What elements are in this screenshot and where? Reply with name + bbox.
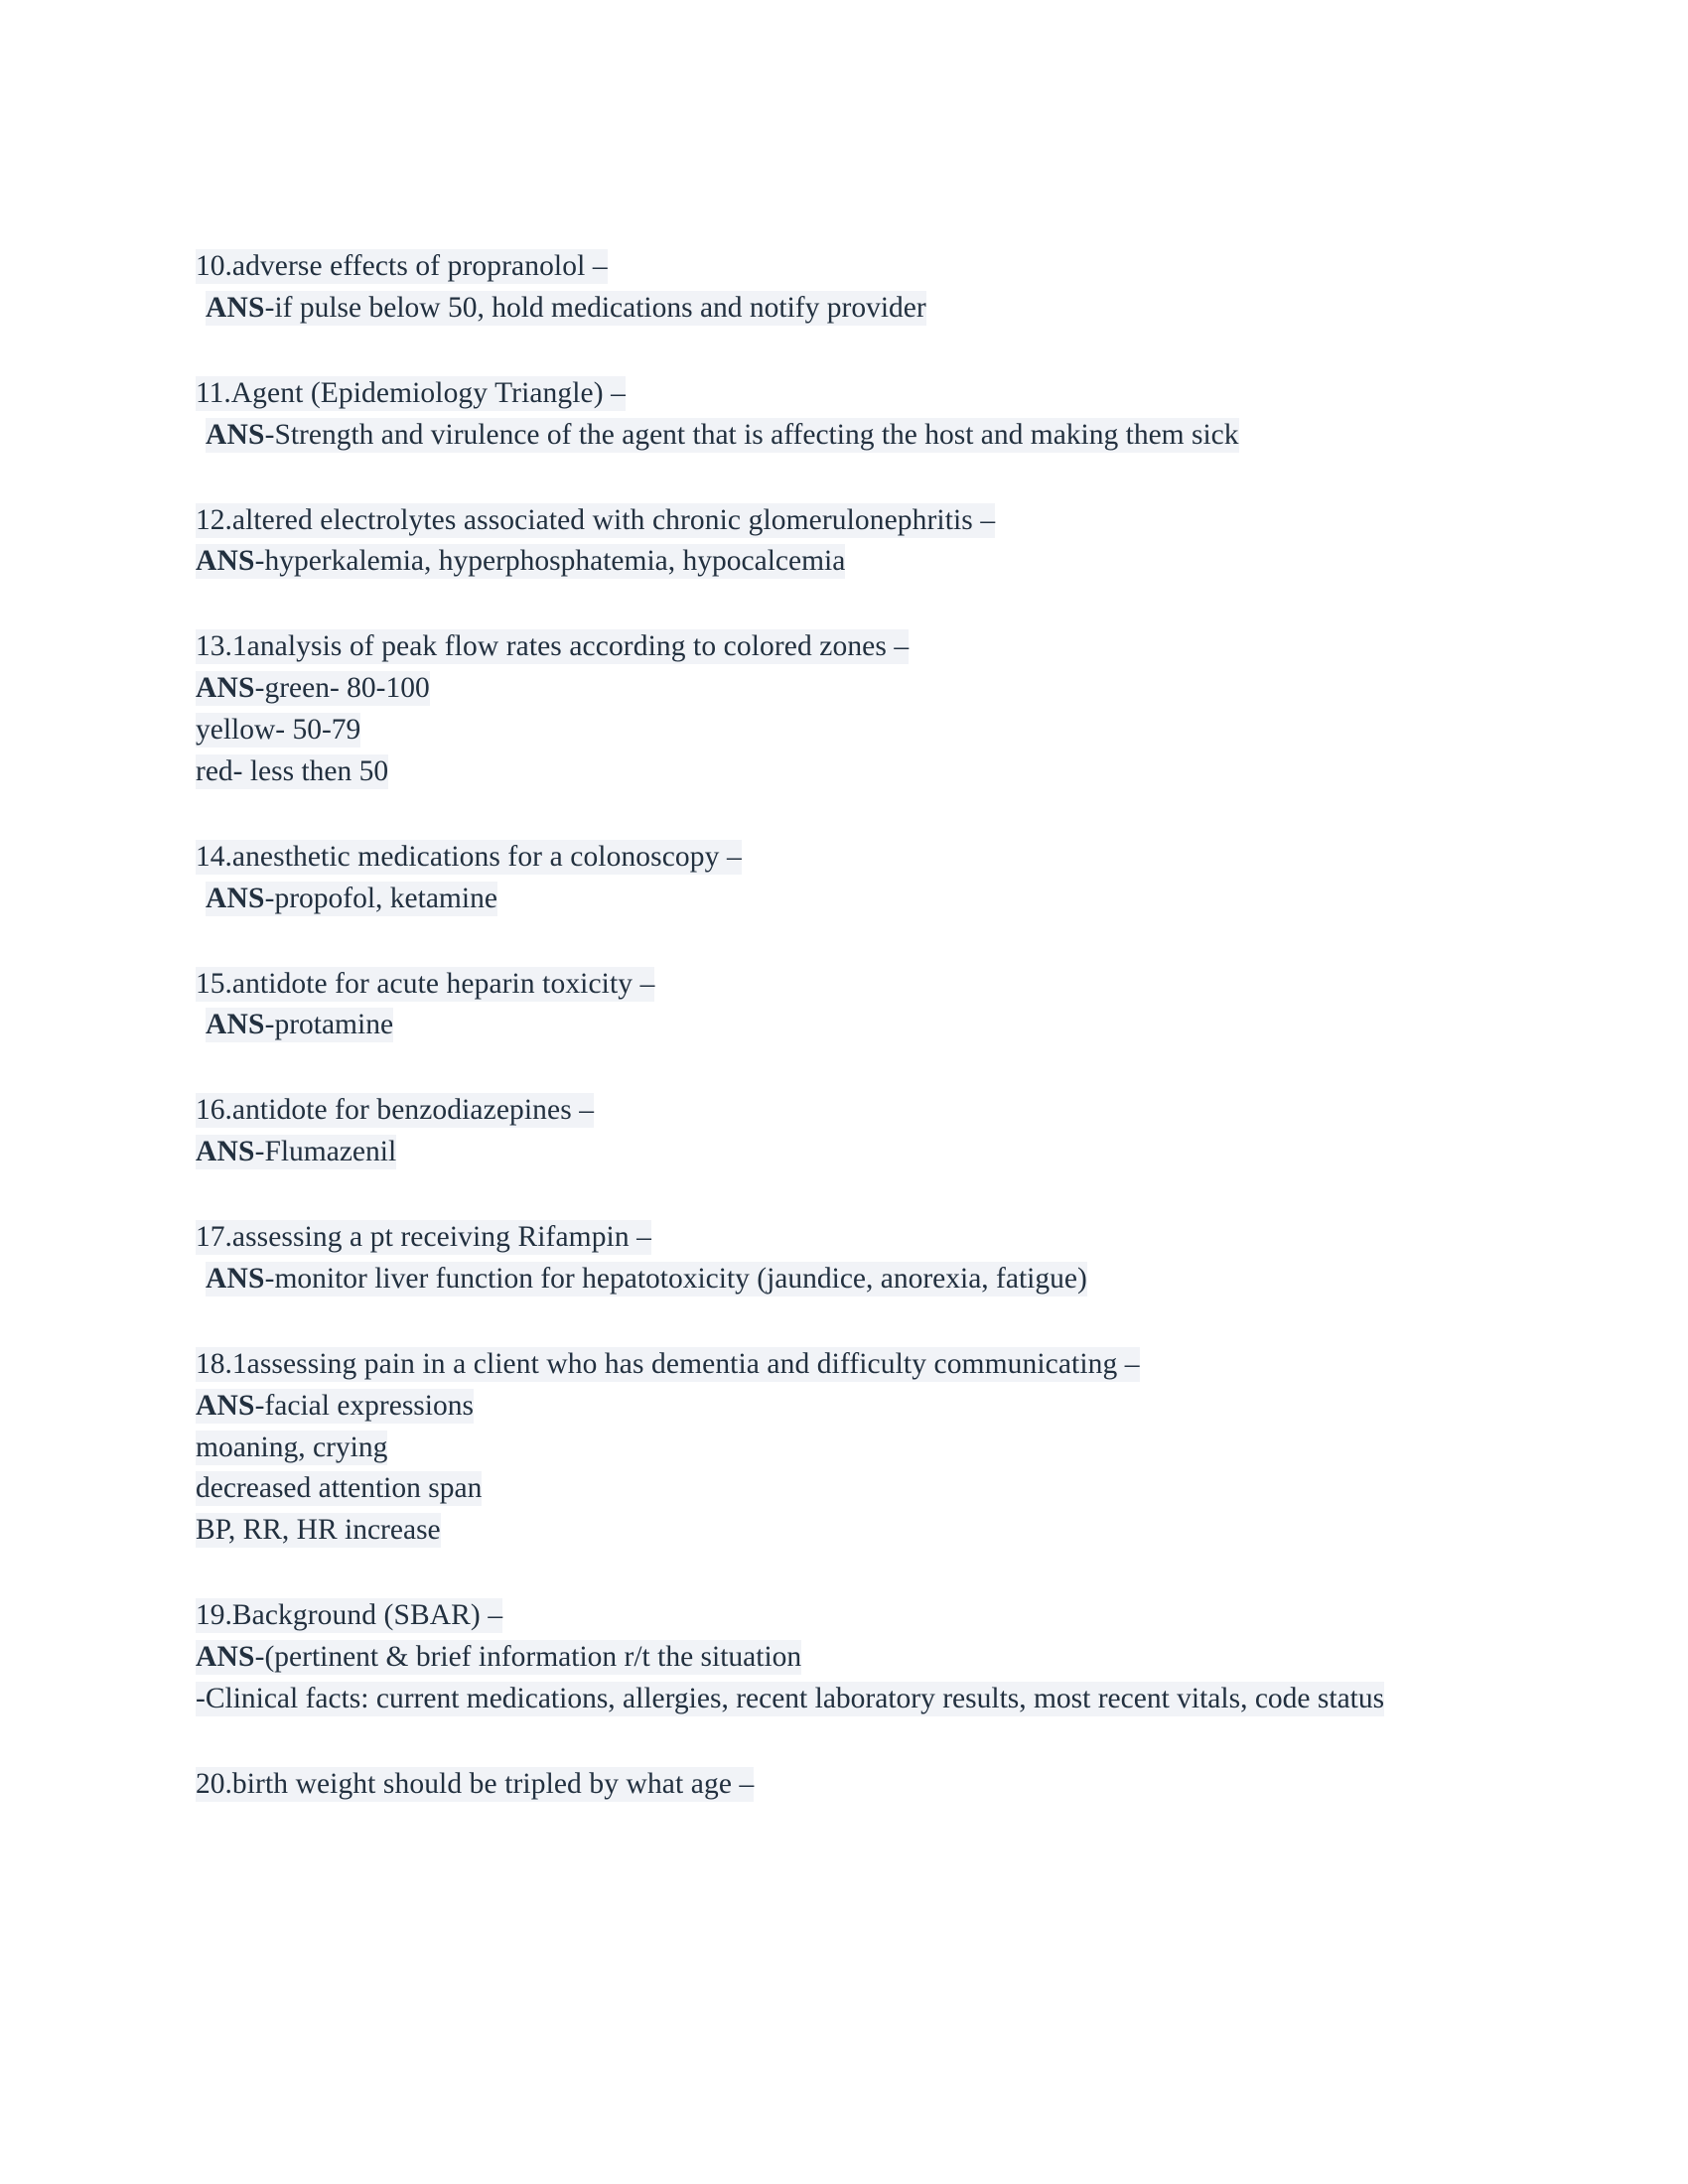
qa-block [196, 500, 1479, 584]
answer-label: ANS [196, 1136, 255, 1168]
answer-line [196, 668, 1479, 710]
answer-text: -green- 80-100 [254, 672, 430, 705]
answer-text: red- less then 50 [196, 754, 389, 787]
answer-line [196, 1259, 1479, 1300]
answer-line [196, 1132, 1479, 1173]
question-text: anesthetic medications for a colonoscopy – [231, 840, 742, 873]
question-line [196, 1595, 1479, 1637]
answer-text: -facial expressions [254, 1389, 474, 1422]
question-line [196, 626, 1479, 668]
qa-block [196, 1595, 1479, 1720]
question-number: 14. [196, 840, 232, 873]
document-body [196, 246, 1479, 1806]
question-line [196, 1090, 1479, 1132]
answer-line [196, 1468, 1479, 1510]
answer-text: -(pertinent & brief information r/t the situation [254, 1641, 802, 1673]
question-line [196, 837, 1479, 879]
answer-label: ANS [206, 418, 265, 451]
answer-text: -Flumazenil [254, 1136, 397, 1168]
question-line [196, 964, 1479, 1006]
question-line [196, 1764, 1479, 1806]
question-number: 20. [196, 1767, 232, 1800]
qa-block [196, 1344, 1479, 1552]
question-line [196, 1217, 1479, 1259]
question-text: assessing pain in a client who has dementia and difficulty communicating – [246, 1347, 1140, 1380]
question-number: 13.1 [196, 630, 247, 663]
qa-block [196, 626, 1479, 793]
answer-text: yellow- 50-79 [196, 714, 361, 746]
question-text: antidote for benzodiazepines – [231, 1094, 595, 1127]
question-number: 16. [196, 1094, 232, 1127]
qa-block [196, 246, 1479, 330]
question-text: altered electrolytes associated with chronic glomerulonephritis – [231, 503, 996, 536]
answer-label: ANS [206, 1009, 265, 1041]
answer-text: -monitor liver function for hepatotoxicity (jaundice, anorexia, fatigue) [264, 1262, 1087, 1295]
answer-label: ANS [196, 672, 255, 705]
question-line [196, 373, 1479, 415]
answer-text: -Clinical facts: current medications, allergies, recent laboratory results, most recent vitals, code status [196, 1682, 1385, 1714]
answer-label: ANS [206, 1262, 265, 1295]
question-line [196, 246, 1479, 288]
answer-line [196, 1510, 1479, 1552]
answer-text: BP, RR, HR increase [196, 1514, 441, 1547]
qa-block [196, 1090, 1479, 1173]
answer-line [196, 1679, 1479, 1720]
answer-text: decreased attention span [196, 1472, 483, 1505]
answer-label: ANS [196, 545, 255, 578]
qa-block [196, 1764, 1479, 1806]
answer-text: -Strength and virulence of the agent that is affecting the host and making them sick [264, 418, 1239, 451]
question-number: 17. [196, 1221, 232, 1253]
question-line [196, 1344, 1479, 1386]
question-number: 19. [196, 1599, 232, 1632]
answer-text: moaning, crying [196, 1431, 388, 1463]
answer-line [196, 1637, 1479, 1679]
answer-line [196, 879, 1479, 920]
question-text: antidote for acute heparin toxicity – [231, 967, 655, 1000]
question-text: assessing a pt receiving Rifampin – [231, 1221, 652, 1253]
question-number: 11. [196, 376, 231, 409]
question-line [196, 500, 1479, 542]
answer-line [196, 1386, 1479, 1428]
answer-line [196, 415, 1479, 457]
answer-line [196, 541, 1479, 583]
answer-label: ANS [196, 1641, 255, 1673]
qa-block [196, 964, 1479, 1047]
question-text: Agent (Epidemiology Triangle) – [230, 376, 626, 409]
answer-text: -protamine [264, 1009, 394, 1041]
answer-line [196, 1428, 1479, 1469]
question-number: 15. [196, 967, 232, 1000]
qa-block [196, 1217, 1479, 1300]
question-text: analysis of peak flow rates according to colored zones – [246, 630, 910, 663]
question-text: birth weight should be tripled by what age – [231, 1767, 755, 1800]
answer-line [196, 288, 1479, 330]
answer-text: -propofol, ketamine [264, 882, 497, 914]
answer-label: ANS [206, 291, 265, 324]
question-number: 10. [196, 250, 232, 282]
answer-text: -hyperkalemia, hyperphosphatemia, hypocalcemia [254, 545, 846, 578]
answer-label: ANS [206, 882, 265, 914]
question-number: 18.1 [196, 1347, 247, 1380]
question-number: 12. [196, 503, 232, 536]
qa-block [196, 837, 1479, 920]
question-text: adverse effects of propranolol – [231, 250, 608, 282]
qa-block [196, 373, 1479, 457]
answer-line [196, 751, 1479, 793]
question-text: Background (SBAR) – [231, 1599, 503, 1632]
answer-line [196, 1005, 1479, 1046]
answer-text: -if pulse below 50, hold medications and notify provider [264, 291, 926, 324]
answer-label: ANS [196, 1389, 255, 1422]
answer-line [196, 710, 1479, 751]
